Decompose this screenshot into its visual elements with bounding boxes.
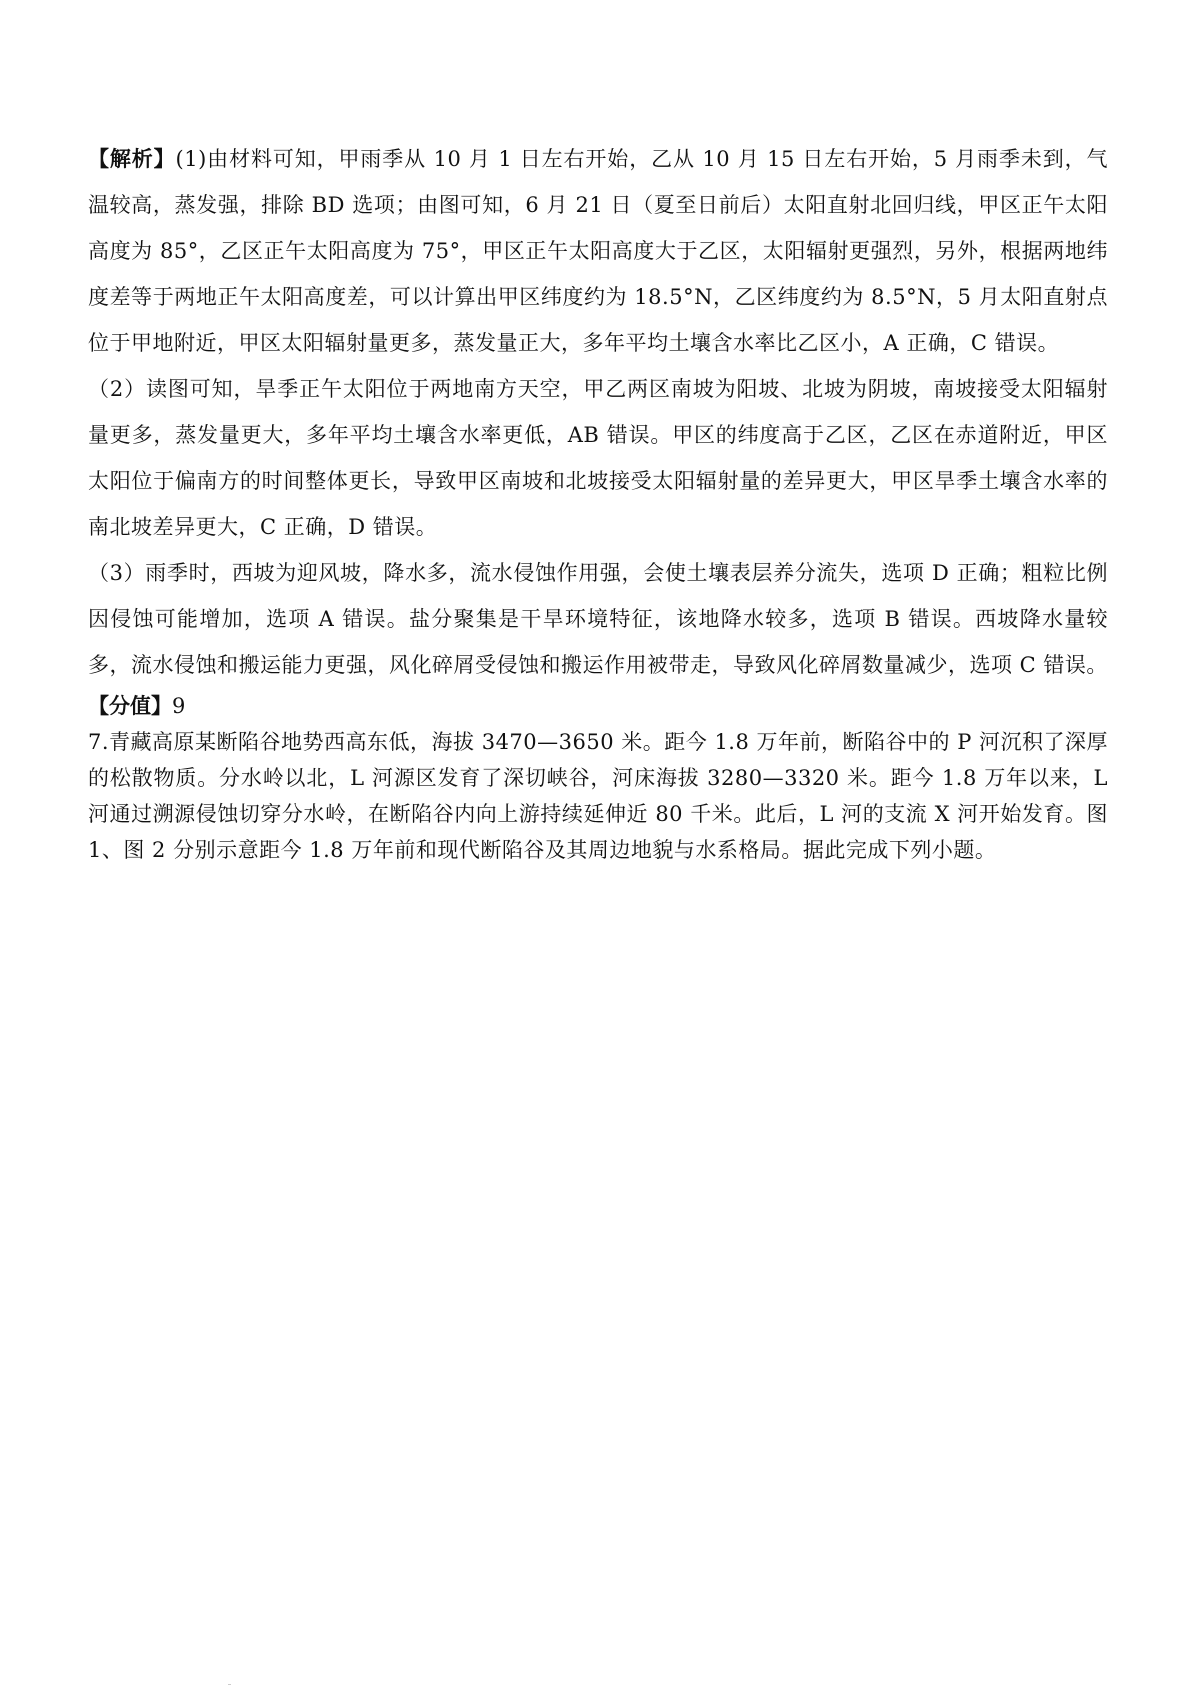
analysis-part3: （3）雨季时，西坡为迎风坡，降水多，流水侵蚀作用强，会使土壤表层养分流失，选项 D 正确；粗粒比例因侵蚀可能增加，选项 A 错误。盐分聚集是干旱环境特征，该地降水较多，选项 B 错误。西坡降水量较多，流水侵蚀和搬运能力更强，风化碎屑受侵蚀和搬运作用被带走，导致风化碎屑数量减少，选项 C 错误。 [88,561,1108,677]
analysis-part1-text: (1)由材料可知，甲雨季从 10 月 1 日左右开始，乙从 10 月 15 日左右开始，5 月雨季未到，气温较高，蒸发强，排除 BD 选项；由图可知，6 月 21 日（夏至日前后）太阳直射北回归线，甲区正午太阳高度为 85°，乙区正午太阳高度为 75°，甲区正午太阳高度大于乙区，太阳辐射更强烈，另外，根据两地纬度差等于两地正午太阳高度差，可以计算出甲区纬度约为 18.5°N，乙区纬度约为 8.5°N，5 月太阳直射点位于甲地附近，甲区太阳辐射量更多，蒸发量正大，多年平均土壤含水率比乙区小，A 正确，C 错误。 [88,147,1108,355]
score-tag: 【分值】 [88,693,172,718]
analysis-part1 [88,136,1108,366]
analysis-tag: 【解析】 [88,146,176,171]
score-line [88,688,1108,724]
analysis-part2: （2）读图可知，旱季正午太阳位于两地南方天空，甲乙两区南坡为阳坡、北坡为阴坡，南坡接受太阳辐射量更多，蒸发量更大，多年平均土壤含水率更低，AB 错误。甲区的纬度高于乙区，乙区在赤道附近，甲区太阳位于偏南方的时间整体更长，导致甲区南坡和北坡接受太阳辐射量的差异更大，甲区旱季土壤含水率的南北坡差异更大，C 正确，D 错误。 [88,377,1108,539]
document-content [88,136,1108,868]
question-7-stem: 7.青藏高原某断陷谷地势西高东低，海拔 3470—3650 米。距今 1.8 万年前，断陷谷中的 P 河沉积了深厚的松散物质。分水岭以北，L 河源区发育了深切峡谷，河床海拔 3280—3320 米。距今 1.8 万年以来，L 河通过溯源侵蚀切穿分水岭，在断陷谷内向上游持续延伸近 80 千米。此后，L 河的支流 X 河开始发育。图 1、图 2 分别示意距今 1.8 万年前和现代断陷谷及其周边地貌与水系格局。据此完成下列小题。 [88,730,1108,862]
page-mark [228,1684,231,1685]
score-value: 9 [172,694,186,718]
